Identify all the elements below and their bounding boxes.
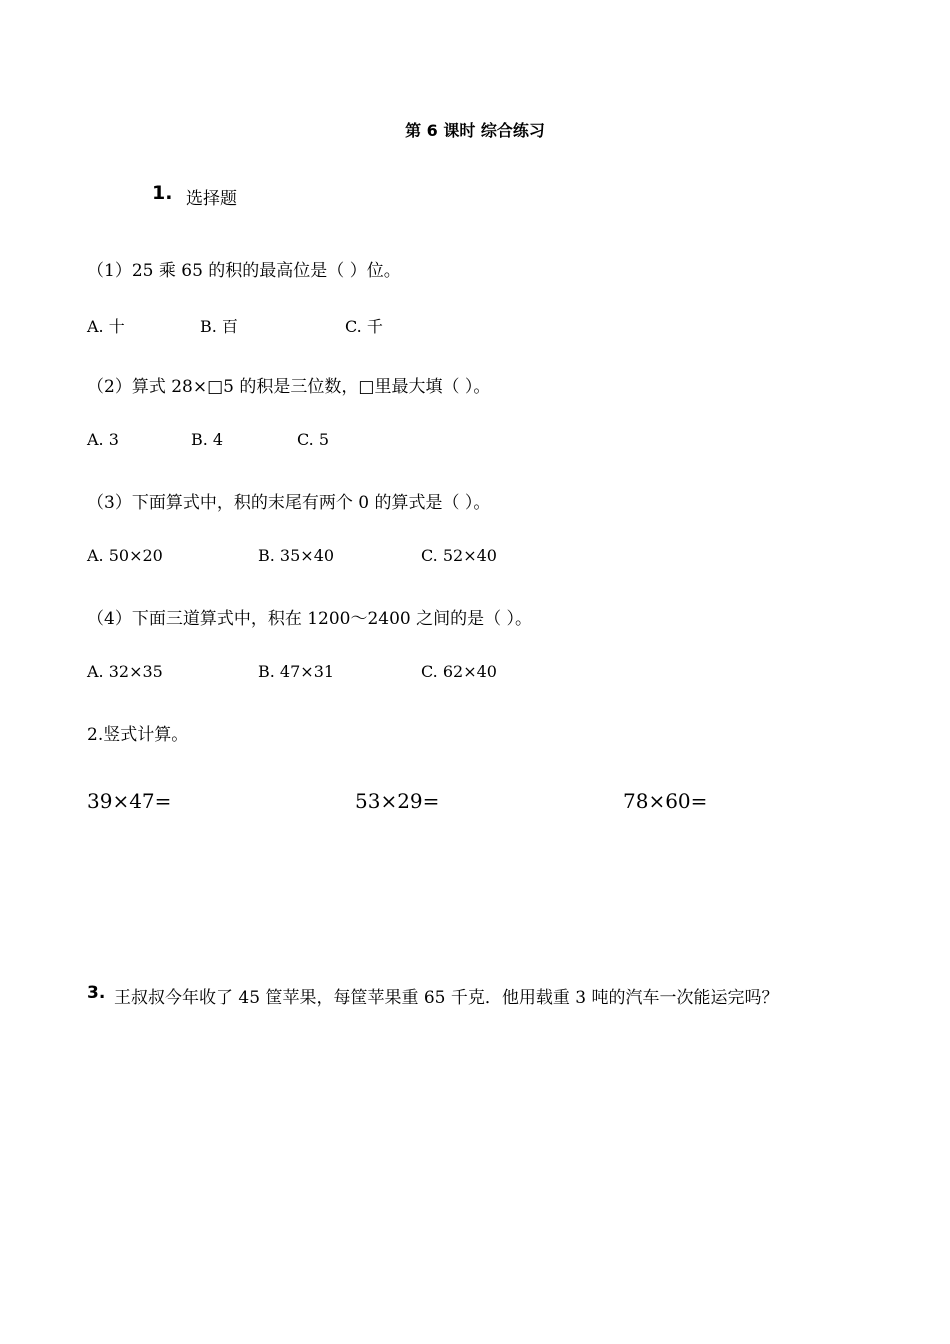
section2-title: 2.竖式计算。 [87, 725, 189, 745]
question-4-text: （4）下面三道算式中，积在 1200～2400 之间的是（ ）。 [87, 609, 533, 629]
question-2-text: （2）算式 28×□5 的积是三位数，□里最大填（ ）。 [87, 377, 491, 397]
calc-problem-1: 39×47= [87, 789, 172, 813]
question-2-option-c: C. 5 [297, 430, 330, 449]
question-1-option-c: C. 千 [345, 317, 383, 336]
calc-problem-3: 78×60= [623, 789, 708, 813]
page-title: 第 6 课时 综合练习 [405, 121, 545, 140]
question-2-option-b: B. 4 [191, 430, 224, 449]
question-3-option-b: B. 35×40 [258, 546, 335, 565]
question-1-text: （1）25 乘 65 的积的最高位是（ ）位。 [87, 261, 401, 281]
question-4-option-b: B. 47×31 [258, 662, 335, 681]
question-4-option-c: C. 62×40 [421, 662, 497, 681]
question-1-option-b: B. 百 [200, 317, 238, 336]
question-3-option-c: C. 52×40 [421, 546, 497, 565]
question-2-option-a: A. 3 [87, 430, 119, 449]
section1-title: 选择题 [186, 189, 237, 209]
question-4-option-a: A. 32×35 [87, 662, 163, 681]
question-3-text: （3）下面算式中，积的末尾有两个 0 的算式是（ ）。 [87, 493, 491, 513]
section3-number: 3. [87, 983, 106, 1003]
question-3-option-a: A. 50×20 [87, 546, 163, 565]
section3-text: 王叔叔今年收了 45 筐苹果，每筐苹果重 65 千克．他用载重 3 吨的汽车一次能运完吗？ [114, 988, 779, 1008]
section1-number: 1. [152, 182, 173, 204]
question-1-option-a: A. 十 [87, 317, 125, 336]
calc-problem-2: 53×29= [355, 789, 440, 813]
